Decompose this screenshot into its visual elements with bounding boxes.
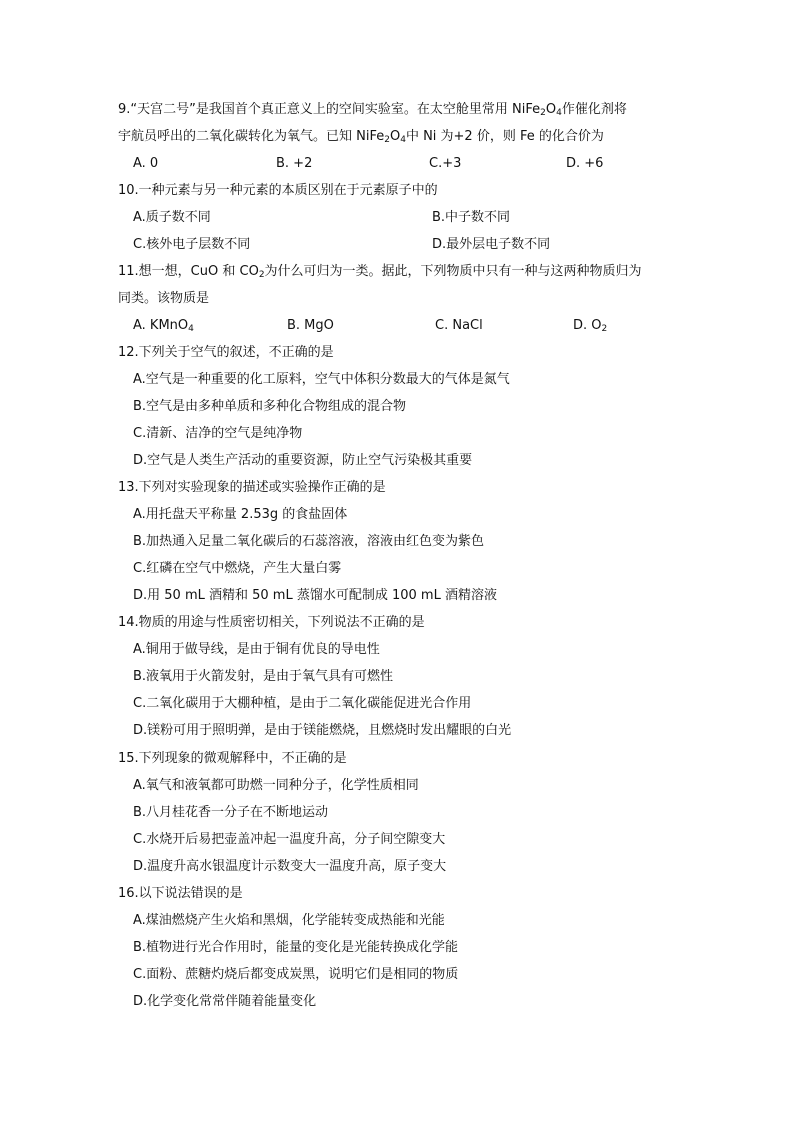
question-11-option-c: C. NaCl (435, 318, 483, 333)
question-15-option-a: A.氧气和液氧都可助燃一同种分子，化学性质相同 (133, 778, 419, 793)
question-10-stem: 10.一种元素与另一种元素的本质区别在于元素原子中的 (118, 183, 438, 198)
question-12-option-a: A.空气是一种重要的化工原料，空气中体积分数最大的气体是氮气 (133, 372, 510, 387)
question-10-option-b: B.中子数不同 (432, 210, 511, 225)
question-14-option-d: D.镁粉可用于照明弹，是由于镁能燃烧，且燃烧时发出耀眼的白光 (133, 723, 512, 738)
question-15-option-d: D.温度升高水银温度计示数变大一温度升高，原子变大 (133, 859, 447, 874)
question-10-option-d: D.最外层电子数不同 (432, 237, 551, 252)
question-9-option-a: A. 0 (133, 156, 159, 171)
question-14-option-c: C.二氧化碳用于大棚种植，是由于二氧化碳能促进光合作用 (133, 696, 472, 711)
question-11-stem-line-1: 11.想一想，CuO 和 $CO_2$为什么可归为一类。据此，下列物质中只有一种与这两种物质归为 (118, 264, 642, 280)
question-11-option-d: D. $O_2$ (573, 318, 608, 334)
question-12-option-c: C.清新、洁净的空气是纯净物 (133, 426, 303, 441)
question-16-option-c: C.面粉、蔗糖灼烧后都变成炭黑，说明它们是相同的物质 (133, 967, 459, 982)
question-16-stem: 16.以下说法错误的是 (118, 886, 243, 901)
question-9-option-d: D. +6 (566, 156, 604, 171)
question-15-stem: 15.下列现象的微观解释中，不正确的是 (118, 751, 347, 766)
question-13-option-d: D.用 50 mL 酒精和 50 mL 蒸馏水可配制成 100 mL 酒精溶液 (133, 588, 497, 603)
question-13-stem: 13.下列对实验现象的描述或实验操作正确的是 (118, 480, 386, 495)
question-11-stem-line-2: 同类。该物质是 (118, 291, 210, 306)
question-12-option-d: D.空气是人类生产活动的重要资源，防止空气污染极其重要 (133, 453, 473, 468)
question-13-option-c: C.红磷在空气中燃烧，产生大量白雾 (133, 561, 342, 576)
question-13-option-b: B.加热通入足量二氧化碳后的石蕊溶液，溶液由红色变为紫色 (133, 534, 485, 549)
question-12-stem: 12.下列关于空气的叙述，不正确的是 (118, 345, 334, 360)
question-9-stem-line-1: 9.“天宫二号”是我国首个真正意义上的空间实验室。在太空舱里常用 $NiFe_2O_4$作催化剂将 (118, 102, 627, 118)
question-9-option-b: B. +2 (276, 156, 313, 171)
question-11-option-a: A. KMnO$_4$ (133, 318, 194, 334)
question-14-option-a: A.铜用于做导线，是由于铜有优良的导电性 (133, 642, 380, 657)
question-14-stem: 14.物质的用途与性质密切相关，下列说法不正确的是 (118, 615, 425, 630)
question-16-option-a: A.煤油燃烧产生火焰和黑烟，化学能转变成热能和光能 (133, 913, 445, 928)
question-10-option-c: C.核外电子层数不同 (133, 237, 251, 252)
question-16-option-d: D.化学变化常常伴随着能量变化 (133, 994, 317, 1009)
question-15-option-b: B.八月桂花香一分子在不断地运动 (133, 805, 329, 820)
question-11-option-b: B. MgO (287, 318, 334, 333)
question-9-stem-line-2: 宇航员呼出的二氧化碳转化为氧气。已知 $NiFe_2O_4$中 Ni 为+2 价，则 Fe 的化合价为 (118, 129, 604, 145)
question-10-option-a: A.质子数不同 (133, 210, 211, 225)
question-14-option-b: B.液氧用于火箭发射，是由于氧气具有可燃性 (133, 669, 394, 684)
question-16-option-b: B.植物进行光合作用时，能量的变化是光能转换成化学能 (133, 940, 459, 955)
question-12-option-b: B.空气是由多种单质和多种化合物组成的混合物 (133, 399, 407, 414)
question-13-option-a: A.用托盘天平称量 2.53g 的食盐固体 (133, 507, 348, 522)
question-15-option-c: C.水烧开后易把壶盖冲起一温度升高，分子间空隙变大 (133, 832, 446, 847)
question-9-option-c: C.+3 (429, 156, 462, 171)
